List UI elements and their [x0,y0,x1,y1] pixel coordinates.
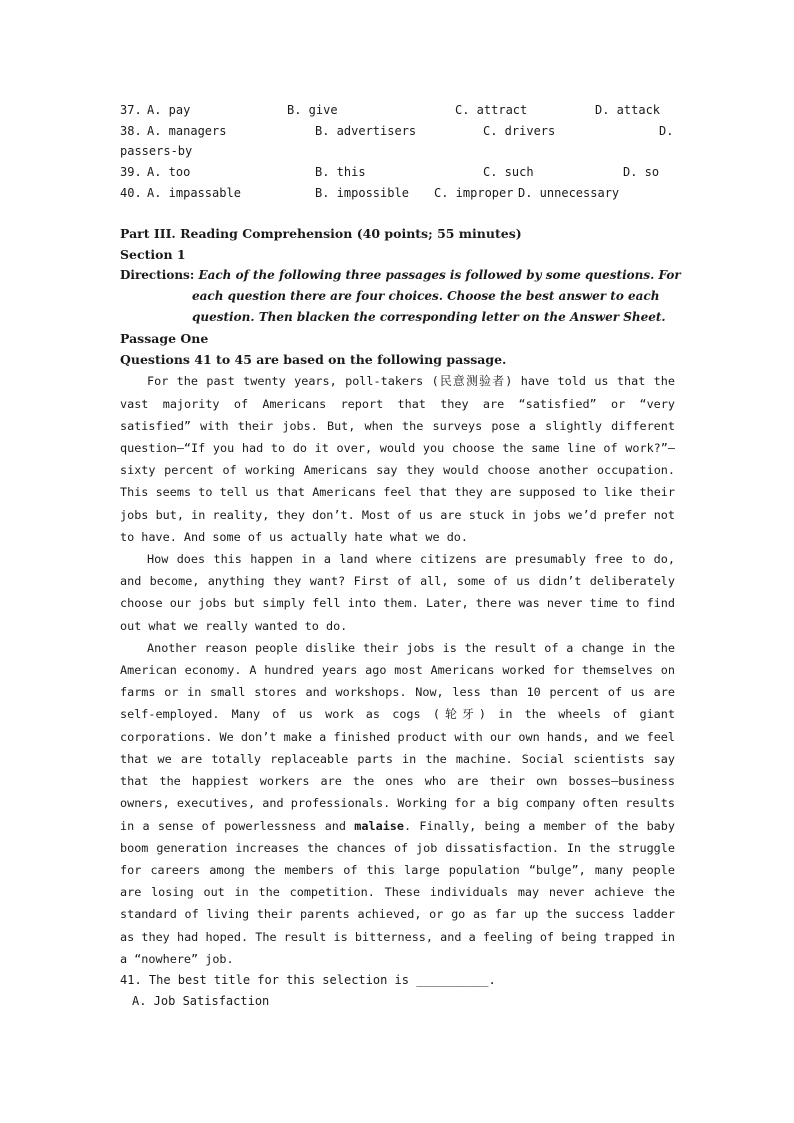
q37-option-a: A. pay [147,103,191,117]
passage-p1-text: For the past twenty years, poll-takers (民意测验者) have told us that the vast majority of Americans report that they are “satisfied” or “very satisfied” with their jobs. But, when the surveys pose a slightly different question—“If you had to do it over, would you choose the same line of work?”—sixty percent of working Americans say they would choose another occupation. This seems to tell us that Americans feel that they are supposed to like their jobs but, in reality, they don’t. Most of us are stuck in jobs we’d prefer not to have. And some of us actually hate what we do. [120,374,675,544]
directions-line-1 [120,265,681,286]
q38-option-d-text: passers-by [120,144,193,159]
q37-number: 37. [120,103,142,117]
q40-option-c: C. improper [434,185,514,200]
directions-text-1: Each of the following three passages is followed by some questions. For [198,268,681,283]
exam-page [120,100,681,1012]
q37-option-b: B. give [287,103,338,117]
passage-p3-text-before: Another reason people dislike their jobs is the result of a change in the American economy. A hundred years ago most Americans worked for themselves on farms or in small stores and workshops. Now, less than 10 percent of us are self-employed. Many of us work as cogs (轮牙) in the wheels of giant corporations. We don’t make a finished product with our own hands, and we feel that we are totally replaceable parts in the machine. Social scientists say that the happiest workers are the ones who are their own bosses—business owners, executives, and professionals. Working for a big company often results in a sense of powerlessness and [120,640,675,833]
q39-option-b: B. this [315,165,366,180]
q38-number: 38. [120,123,142,138]
q40-option-a: A. impassable [147,185,241,200]
q39-option-c: C. such [483,165,534,180]
passage-paragraph-2 [120,548,675,637]
passage-paragraph-1 [120,370,675,548]
q38-option-d: D. [659,123,674,138]
question-38-continuation [120,141,675,162]
passage-p3-text-after: . Finally, being a member of the baby boom generation increases the chances of job dissatisfaction. In the struggle for careers among the members of this large population “bulge”, many people are losing out in the competition. These individuals may never achieve the standard of living their parents achieved, or go as far up the success ladder as they had hoped. The result is bitterness, and a feeling of being trapped in a “nowhere” job. [120,818,675,966]
question-40-row [120,183,675,204]
q37-option-c: C. attract [455,103,528,117]
q40-number: 40. [120,185,142,200]
question-37-row [120,100,675,121]
passage-keyword-malaise: malaise [354,818,405,833]
questions-intro: Questions 41 to 45 are based on the following passage. [120,352,507,368]
q38-option-b: B. advertisers [315,123,417,138]
directions-label: Directions: [120,268,195,283]
question-39-row [120,162,675,183]
q39-option-d: D. so [623,165,660,180]
q38-option-a: A. managers [147,123,227,138]
q39-option-a: A. too [147,165,191,180]
q40-option-b: B. impossible [315,185,409,200]
question-38-row [120,121,675,142]
part3-heading: Part III. Reading Comprehension (40 points; 55 minutes) [120,226,522,242]
question-41-option-a: A. Job Satisfaction [132,993,270,1008]
spacer [120,203,675,223]
question-41-stem: 41. The best title for this selection is __________. [120,972,496,987]
passage-paragraph-3 [120,637,675,970]
passage-title: Passage One [120,331,209,347]
q40-option-d: D. unnecessary [518,185,620,200]
section-heading: Section 1 [120,247,186,263]
directions-line-3: question. Then blacken the corresponding letter on the Answer Sheet. [192,310,666,325]
q39-number: 39. [120,165,142,180]
passage-p2-text: How does this happen in a land where citizens are presumably free to do, and become, anything they want? First of all, some of us didn’t deliberately choose our jobs but simply fell into them. Later, there was never time to find out what we really wanted to do. [120,552,675,633]
directions-line-2: each question there are four choices. Choose the best answer to each [192,289,660,304]
q37-option-d: D. attack [595,103,661,117]
q38-option-c: C. drivers [483,123,556,138]
